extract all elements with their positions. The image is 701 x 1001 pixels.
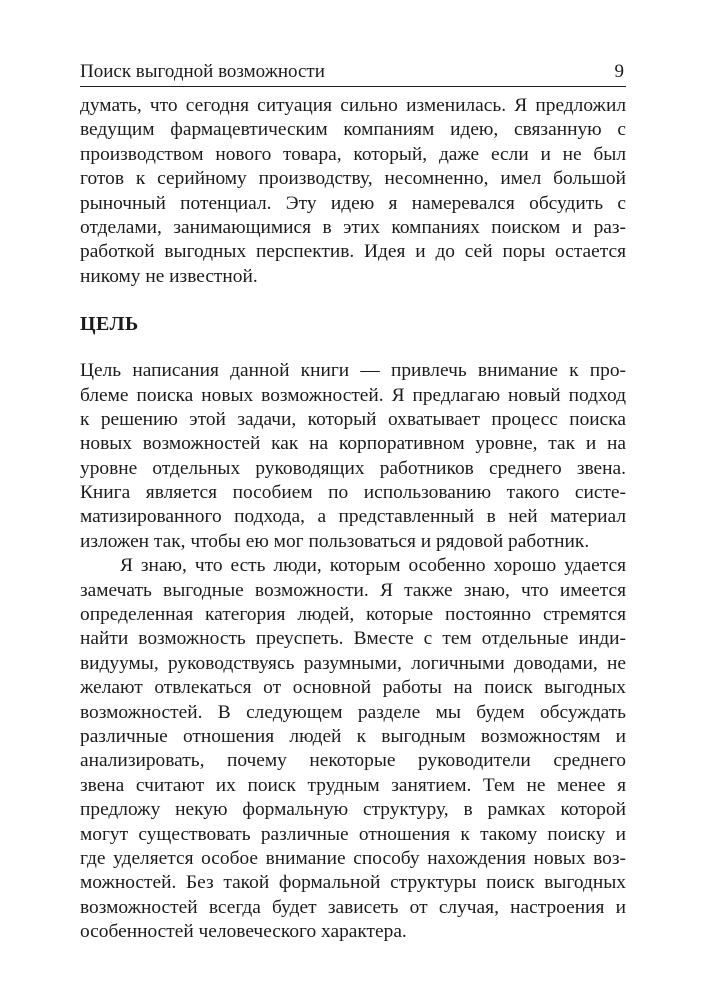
text-line: изложен так, чтобы ею мог пользоваться и рядовой работник. bbox=[80, 530, 590, 552]
header-rule bbox=[80, 86, 626, 87]
section-heading: ЦЕЛЬ bbox=[80, 313, 139, 336]
text-line: возможностей. В следующем разделе мы будем обсуждать bbox=[80, 701, 626, 723]
text-line: производством нового товара, который, даже если и не был bbox=[80, 143, 626, 165]
text-line: Цель написания данной книги — привлечь внимание к про- bbox=[80, 360, 626, 382]
text-line: звена считают их поиск трудным занятием. Тем не менее я bbox=[80, 774, 626, 796]
text-line: желают отвлекаться от основной работы на поиск выгодных bbox=[80, 677, 626, 699]
text-line: блеме поиска новых возможностей. Я предлагаю новый подход bbox=[80, 384, 626, 406]
text-line: никому не известной. bbox=[80, 265, 258, 287]
paragraph-people bbox=[80, 554, 626, 944]
text-line: различные отношения людей к выгодным возможностям и bbox=[80, 725, 626, 747]
paragraph-continuation bbox=[80, 94, 626, 289]
text-line: новых возможностей как на корпоративном уровне, так и на bbox=[80, 433, 626, 455]
text-line: думать, что сегодня ситуация сильно изменилась. Я предложил bbox=[80, 95, 626, 116]
text-line: ведущим фармацевтическим компаниям идею, связанную с bbox=[80, 119, 626, 141]
text-line: определенная категория людей, которые постоянно стремятся bbox=[80, 604, 626, 626]
text-line: Книга является пособием по использованию такого систе- bbox=[80, 482, 626, 504]
text-line: к решению этой задачи, который охватывает процесс поиска bbox=[80, 408, 626, 430]
body-text bbox=[80, 94, 626, 945]
text-line: Я знаю, что есть люди, которым особенно хорошо удается bbox=[120, 555, 626, 577]
text-line: возможностей всегда будет зависеть от случая, настроения и bbox=[80, 896, 626, 918]
text-line: найти возможность преуспеть. Вместе с тем отдельные инди- bbox=[80, 628, 626, 650]
text-line: можностей. Без такой формальной структуры поиск выгодных bbox=[80, 872, 626, 894]
paragraph-goal bbox=[80, 359, 626, 554]
text-line: предложу некую формальную структуру, в рамках которой bbox=[80, 799, 626, 821]
text-line: видуумы, руководствуясь разумными, логичными доводами, не bbox=[80, 652, 626, 674]
text-line: отделами, занимающимися в этих компаниях поиском и раз- bbox=[80, 216, 626, 238]
text-line: где уделяется особое внимание способу нахождения новых воз- bbox=[80, 847, 626, 869]
text-line: готов к серийному производству, несомненно, имел большой bbox=[80, 168, 626, 190]
running-head-title: Поиск выгодной возможности bbox=[80, 61, 325, 82]
page-number: 9 bbox=[614, 61, 624, 82]
book-page bbox=[80, 58, 626, 945]
running-header bbox=[80, 58, 626, 86]
text-line: работкой выгодных перспектив. Идея и до сей поры остается bbox=[80, 241, 626, 263]
text-line: могут существовать различные отношения к такому поиску и bbox=[80, 823, 626, 845]
text-line: особенностей человеческого характера. bbox=[80, 921, 407, 943]
text-line: замечать выгодные возможности. Я также знаю, что имеется bbox=[80, 579, 626, 601]
text-line: уровне отдельных руководящих работников среднего звена. bbox=[80, 457, 626, 479]
text-line: матизированного подхода, а представленный в ней материал bbox=[80, 506, 626, 528]
text-line: рыночный потенциал. Эту идею я намеревался обсудить с bbox=[80, 192, 626, 214]
text-line: анализировать, почему некоторые руководители среднего bbox=[80, 750, 626, 772]
